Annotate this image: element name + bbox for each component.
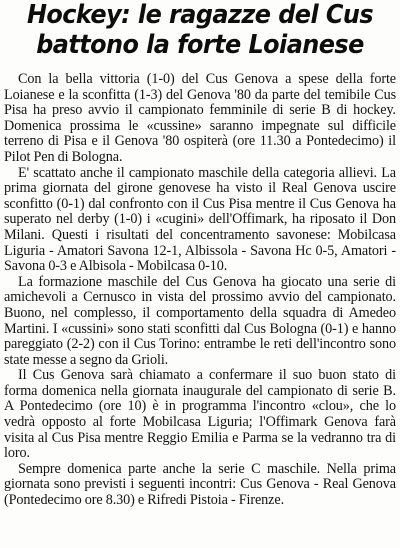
article-body (4, 72, 396, 509)
paragraph-friendlies: La formazione maschile del Cus Genova ha giocato una serie di amichevoli a Cernusco in vista del prossimo avvio del campionato. Buono, nel complesso, il comportamento della squadra di Amedeo Martini. I «cussini» sono stati sconfitti dal Cus Bologna (0-1) e hanno pareggiato (2-2) con il Cus Torino: entrambe le reti dell'incontro sono state messe a segno da Grioli. (4, 273, 396, 368)
paragraph-womens-league: Con la bella vittoria (1-0) del Cus Genova a spese della forte Loianese e la sconfitta (1-3) del Genova '80 da parte del temibile Cus Pisa ha preso avvio il campionato femminile di serie B di hockey. Domenica prossima le «cussine» saranno impegnate sul difficile terreno di Pisa e il Genova '80 ospiterà (ore 11.30 a Pontedecimo) il Pilot Pen di Bologna. (4, 71, 396, 165)
paragraph-allievi-league: E' scattato anche il campionato maschile della categoria allievi. La prima giornata del girone genovese ha visto il Real Genova uscire sconfitto (0-1) dal confronto con il Cus Pisa mentre il Cus Genova ha superato nel derby (1-0) i «cugini» dell'Offimark, ha riposato il Don Milani. Questi i risultati del concentramento savonese: Mobilcasa Liguria - Amatori Savona 12-1, Albissola - Savona Hc 0-5, Amatori - Savona 0-3 e Albisola - Mobilcasa 0-10. (4, 164, 396, 275)
headline-line-1: Hockey: le ragazze del Cus (26, 0, 374, 30)
headline-line-2: battono la forte Loianese (36, 30, 364, 60)
article-headline (16, 0, 384, 60)
paragraph-serie-c: Sempre domenica parte anche la serie C maschile. Nella prima giornata sono previsti i seguenti incontri: Cus Genova - Real Genova (Pontedecimo ore 8.30) e Rifredi Pistoia - Firenze. (4, 460, 396, 509)
paragraph-serie-b: Il Cus Genova sarà chiamato a confermare il suo buon stato di forma domenica nella giornata inaugurale del campionato di serie B. A Pontedecimo (ore 10) è in programma l'incontro «clou», che lo vedrà opposto al forte Mobilcasa Liguria; l'Offimark Genova farà visita al Cus Pisa mentre Reggio Emilia e Parma se la vedranno tra di loro. (4, 367, 396, 462)
